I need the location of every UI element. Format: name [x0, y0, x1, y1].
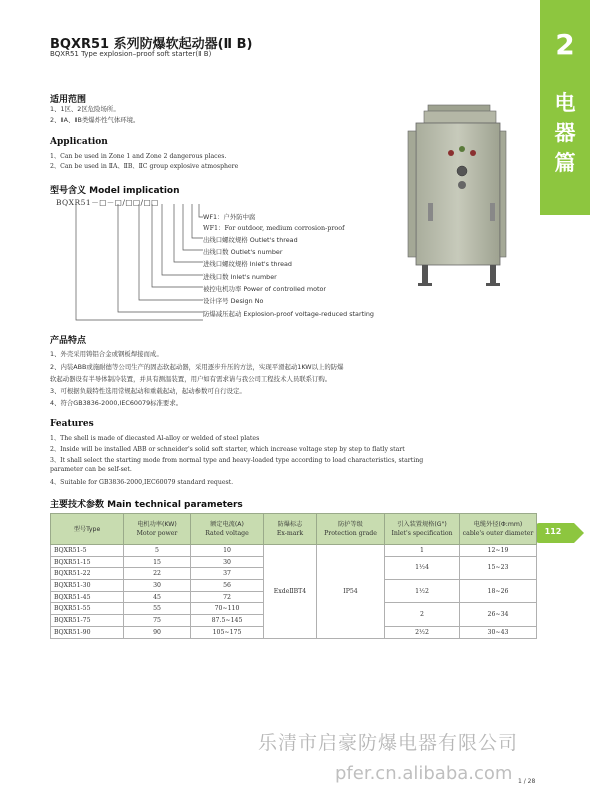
table-row: BQXR51-22 22 37: [51, 568, 537, 580]
model-label: WF1：For outdoor, medium corrosion-proof: [203, 224, 345, 232]
model-label: 进线口数 Inlet's number: [203, 273, 277, 281]
table-header-row: [51, 514, 537, 545]
exmark-cell: ExdeⅡBT4: [264, 545, 317, 639]
table-row: BQXR51-5 5 10 ExdeⅡBT4 IP54 1 12~19: [51, 545, 537, 557]
chapter-char: 篇: [554, 151, 576, 175]
chapter-char: 电: [554, 91, 576, 115]
page-counter: 1 / 28: [518, 778, 536, 785]
column-header: 电机功率(KW) Motor power: [124, 514, 191, 545]
model-label: 防爆减压起动 Explosion-proof voltage-reduced starting: [203, 310, 374, 318]
column-header: 型号Type: [51, 514, 124, 545]
table-row: BQXR51-30 30 56 1½2 18~26: [51, 580, 537, 592]
column-header: 引入装置规格(G") Inlet's specification: [385, 514, 460, 545]
column-header: 电缆外径(Φ:mm) cable's outer diameter: [460, 514, 537, 545]
table-row: BQXR51-75 75 87.5~145: [51, 615, 537, 627]
feature-cn-line: 2、内装ABB或施耐德等公司生产的固态软起动器，采用逐步升压的方法，实现平滑起动1KW以上的防爆: [50, 363, 344, 371]
scope-line: 2、ⅡA、ⅡB类爆炸性气体环境。: [50, 116, 140, 124]
features-en-heading: Features: [50, 419, 94, 429]
company-watermark: 乐清市启豪防爆电器有限公司: [258, 732, 519, 754]
column-header: 防护等级 Protection grade: [317, 514, 385, 545]
parameters-table: [50, 513, 537, 639]
feature-cn-line: 3、可根据负载特性选用常规起动和重载起动，起动参数可自行设定。: [50, 387, 246, 395]
protection-cell: IP54: [317, 545, 385, 639]
table-row: BQXR51-55 55 70~110 2 26~34: [51, 603, 537, 615]
chapter-number: 2: [555, 28, 575, 61]
application-heading: Application: [50, 137, 108, 147]
feature-cn-line: 4、符合GB3836-2000,IEC60079标准要求。: [50, 399, 183, 407]
page-subtitle: BQXR51 Type explosion–proof soft starter(Ⅱ B): [50, 50, 212, 58]
feature-en-line: 4、Suitable for GB3836-2000,IEC60079 standard request.: [50, 479, 234, 486]
scope-heading: 适用范围: [50, 95, 87, 105]
feature-en-line: parameter can be self-set.: [50, 466, 132, 473]
page-title: BQXR51 系列防爆软起动器(Ⅱ B): [50, 37, 253, 52]
feature-cn-line: 1、外壳采用铸铝合金或钢板焊接而成。: [50, 350, 163, 358]
column-header: 防爆标志 Ex-mark: [264, 514, 317, 545]
model-bracket-lines: [56, 204, 206, 322]
scope-line: 1、1区、2区危险场所。: [50, 105, 120, 113]
model-label: 进线口螺纹规格 Inlet's thread: [203, 260, 292, 268]
column-header: 额定电流(A) Rated voltage: [191, 514, 264, 545]
model-code: BQXR51－□－□/□□/□□: [56, 198, 159, 207]
table-row: BQXR51-90 90 105~175 2½2 30~43: [51, 626, 537, 638]
feature-en-line: 1、The shell is made of diecasted Al-alloy or welded of steel plates: [50, 435, 260, 442]
feature-en-line: 3、It shall select the starting mode from normal type and heavy-loaded type according to load characteristics, starting: [50, 457, 424, 464]
table-row: BQXR51-45 45 72: [51, 591, 537, 603]
feature-en-line: 2、Inside will be installed ABB or schneider's solid soft starter, which increase voltage step by step to flatly start: [50, 446, 405, 453]
features-cn-heading: 产品特点: [50, 336, 87, 346]
model-heading: 型号含义 Model implication: [50, 186, 180, 196]
table-row: BQXR51-15 15 30 1½4 15~23: [51, 556, 537, 568]
model-label: 出线口数 Outlet's number: [203, 248, 283, 256]
model-label: 设计序号 Design No: [203, 297, 264, 305]
feature-cn-line: 软起动器设有半导体制冷装置，并具有测温装置，用户如有需求请与我公司工程技术人员联系订购。: [50, 375, 332, 383]
page-number: 112: [544, 527, 562, 536]
model-label: 被控电机功率 Power of controlled motor: [203, 285, 327, 293]
model-label: 出线口螺纹规格 Outlet's thread: [203, 236, 298, 244]
chapter-char: 器: [554, 121, 576, 145]
application-line: 1、Can be used in Zone 1 and Zone 2 dangerous places.: [50, 153, 227, 160]
chapter-name: [540, 88, 590, 178]
soft-starter-product-image: [406, 103, 518, 291]
site-watermark: pfer.cn.alibaba.com: [335, 763, 513, 784]
params-heading: 主要技术参数 Main technical parameters: [50, 500, 243, 510]
application-line: 2、Can be used in ⅡA、ⅡB、ⅡC group explosive atmosphere: [50, 163, 239, 170]
model-label: WF1：户外防中腐: [203, 213, 256, 221]
page-tab-arrow: [574, 523, 584, 543]
